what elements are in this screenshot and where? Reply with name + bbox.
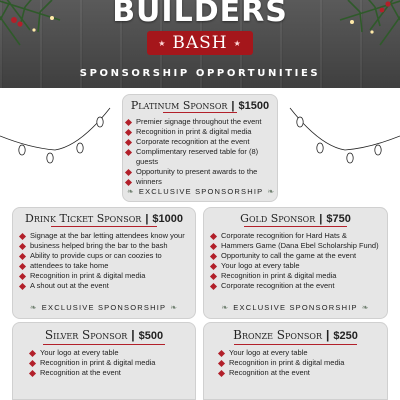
exclusive-label: ❧ EXCLUSIVE SPONSORSHIP ❧	[221, 303, 370, 312]
list-item: winners	[125, 177, 275, 187]
sprig-icon: ❧	[221, 303, 230, 312]
benefit-list	[210, 231, 388, 291]
list-item: Recognition in print & digital media	[19, 271, 195, 281]
page-subtitle: SPONSORSHIP OPPORTUNITIES	[79, 68, 321, 79]
list-item: Corporate recognition at the event	[210, 281, 388, 291]
drink-ticket-sponsor-card	[12, 207, 196, 319]
list-item: Corporate recognition for Hard Hats &	[210, 231, 388, 241]
sponsor-price: $250	[333, 330, 358, 342]
sponsor-name: Bronze Sponsor	[233, 328, 322, 342]
sponsor-price: $1000	[152, 213, 183, 225]
bash-badge	[147, 31, 253, 55]
list-item: Recognition in print & digital media	[125, 127, 275, 137]
silver-sponsor-card	[12, 322, 196, 400]
list-item: Your logo at every table	[218, 348, 386, 358]
list-item: Ability to provide cups or can coozies to	[19, 251, 195, 261]
sponsor-card-title: Bronze Sponsor | $250	[233, 328, 358, 342]
title-divider	[43, 344, 165, 345]
exclusive-label: ❧ EXCLUSIVE SPONSORSHIP ❧	[127, 187, 276, 196]
sponsor-price: $750	[326, 213, 351, 225]
sponsor-card-title: Platinum Sponsor | $1500	[130, 99, 270, 112]
star-icon: ★	[233, 38, 242, 48]
sponsor-name: Drink Ticket Sponsor	[25, 212, 142, 225]
list-item: attendees to take home	[19, 261, 195, 271]
title-divider	[163, 112, 237, 113]
benefit-list	[29, 348, 195, 378]
title-divider	[51, 226, 157, 227]
sponsor-card-title: Drink Ticket Sponsor | $1000	[25, 212, 183, 225]
star-icon: ★	[158, 38, 167, 48]
sponsor-name: Silver Sponsor	[44, 328, 128, 342]
benefit-list	[19, 231, 195, 291]
list-item: Corporate recognition at the event	[125, 137, 275, 147]
list-item: Your logo at every table	[210, 261, 388, 271]
bronze-sponsor-card	[203, 322, 388, 400]
sprig-icon: ❧	[361, 303, 370, 312]
title-divider	[234, 344, 357, 345]
list-item: business helped bring the bar to the bash	[19, 241, 195, 251]
title-divider	[244, 226, 347, 227]
sponsor-card-title: Gold Sponsor | $750	[240, 212, 351, 225]
list-item: Your logo at every table	[29, 348, 195, 358]
platinum-sponsor-card	[122, 94, 278, 202]
sponsor-price: $500	[138, 330, 164, 342]
bash-badge-label: BASH	[172, 33, 228, 53]
list-item: Complimentary reserved table for (8) guests	[125, 147, 275, 167]
list-item: Opportunity to present awards to the	[125, 167, 275, 177]
list-item: Recognition at the event	[218, 368, 386, 378]
benefit-list	[218, 348, 386, 378]
list-item: A shout out at the event	[19, 281, 195, 291]
sponsor-name: Platinum Sponsor	[130, 99, 228, 112]
list-item: Recognition at the event	[29, 368, 195, 378]
sponsor-card-title: Silver Sponsor | $500	[44, 328, 164, 342]
benefit-list	[125, 117, 275, 187]
sponsor-price: $1500	[238, 100, 270, 112]
sprig-icon: ❧	[29, 303, 38, 312]
sprig-icon: ❧	[170, 303, 179, 312]
sprig-icon: ❧	[267, 187, 276, 196]
page-title: BUILDERS	[112, 0, 288, 29]
list-item: Recognition in print & digital media	[29, 358, 195, 368]
list-item: Premier signage throughout the event	[125, 117, 275, 127]
header-banner	[0, 0, 400, 88]
list-item: Recognition in print & digital media	[218, 358, 386, 368]
list-item: Signage at the bar letting attendees know your	[19, 231, 195, 241]
exclusive-label: ❧ EXCLUSIVE SPONSORSHIP ❧	[29, 303, 179, 312]
list-item: Opportunity to call the game at the event	[210, 251, 388, 261]
sponsor-name: Gold Sponsor	[240, 212, 316, 225]
sprig-icon: ❧	[127, 187, 135, 196]
list-item: Hammers Game (Dana Ebel Scholarship Fund)	[210, 241, 388, 251]
gold-sponsor-card	[203, 207, 388, 319]
list-item: Recognition in print & digital media	[210, 271, 388, 281]
